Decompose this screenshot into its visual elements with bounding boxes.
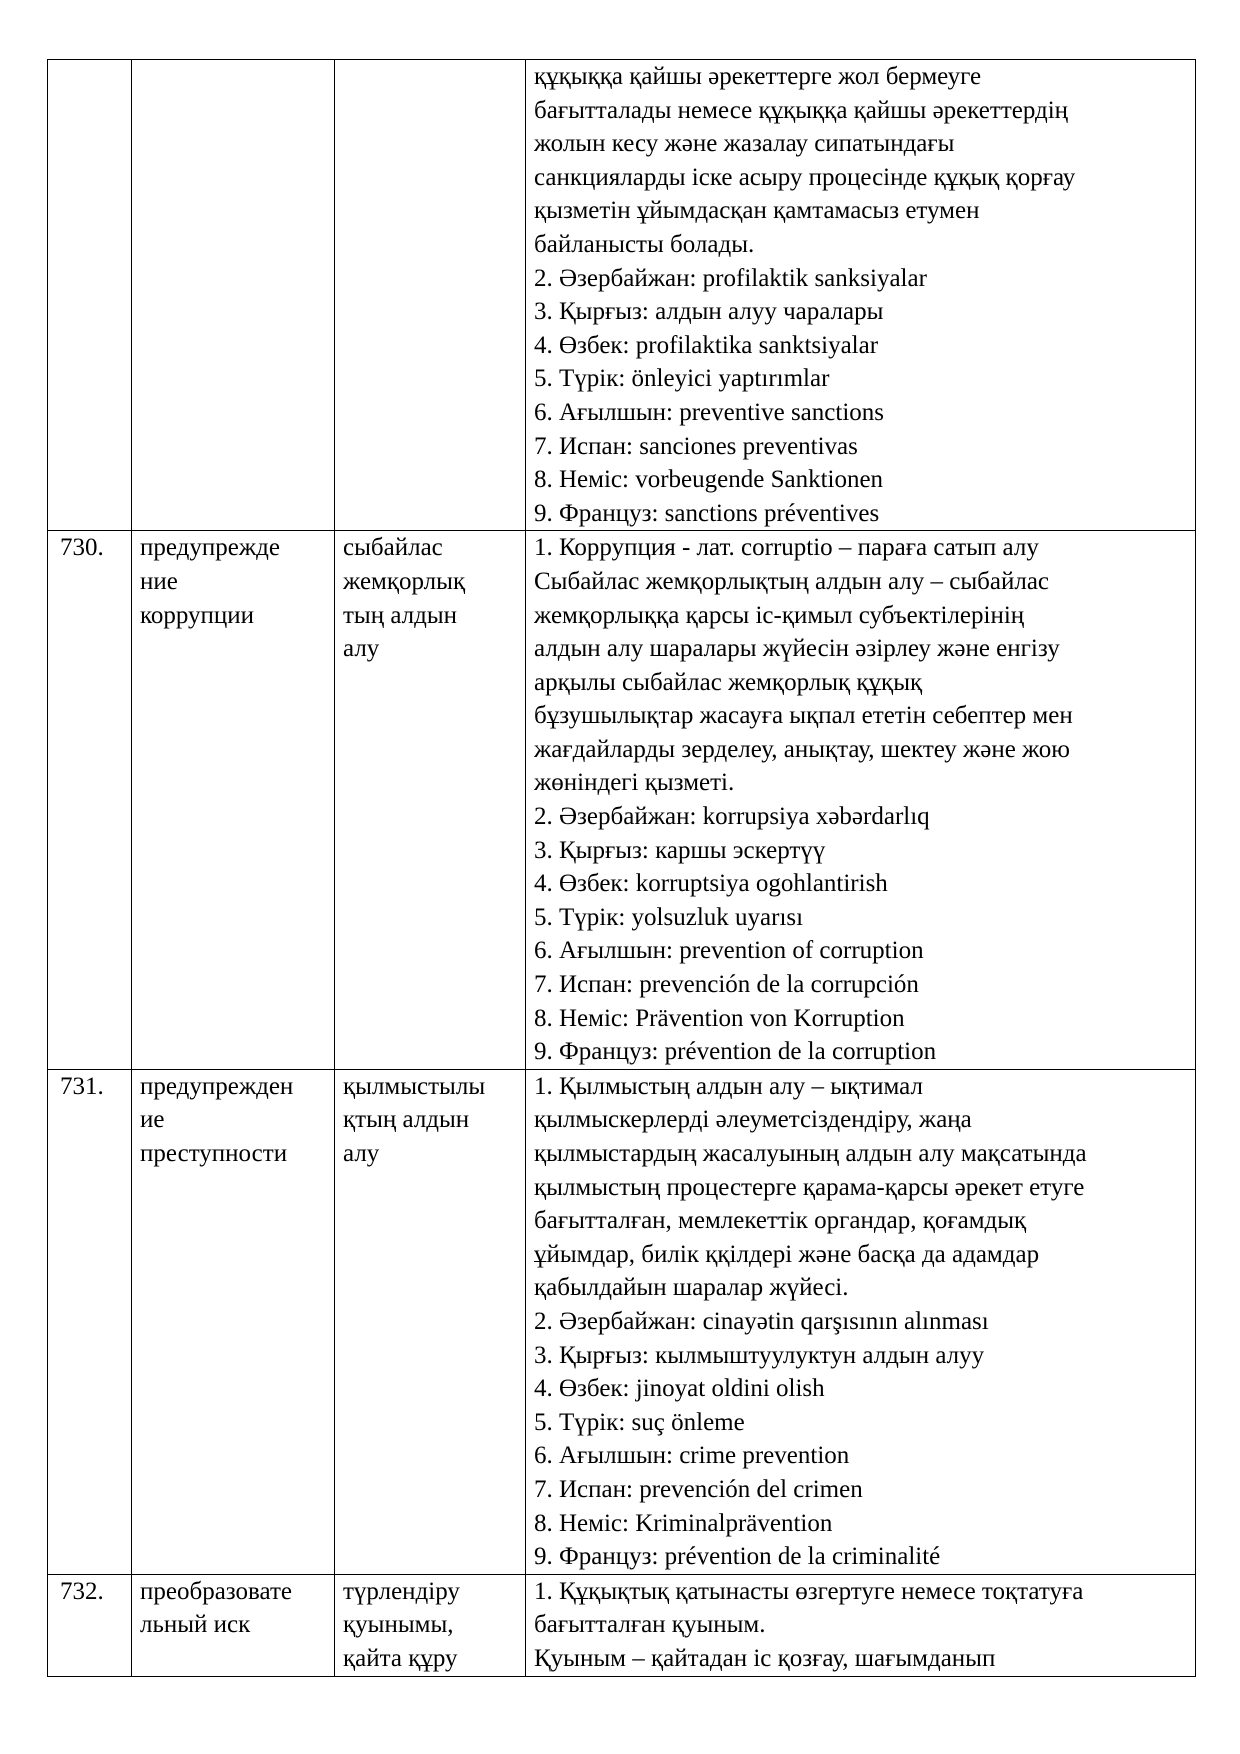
translation-line: 4. Өзбек: profilaktika sanktsiyalar — [534, 331, 879, 359]
russian-term-line: преступности — [140, 1140, 288, 1167]
definition-cell — [526, 1574, 1196, 1676]
russian-term — [132, 531, 335, 1070]
definition-line: бағытталған, мемлекеттік органдар, қоғамдық — [534, 1207, 1027, 1235]
translation-line: 6. Ағылшын: preventive sanctions — [534, 398, 884, 426]
russian-term-line: льный иск — [140, 1611, 251, 1639]
russian-term — [132, 60, 335, 531]
kazakh-term-line: қтың алдын — [343, 1106, 470, 1134]
translation-line: 6. Ағылшын: prevention of corruption — [534, 937, 924, 965]
russian-term-line: преобразовате — [140, 1577, 292, 1605]
definition-line: қылмыстардың жасалуының алдын алу мақсатында — [534, 1140, 1087, 1167]
translation-line: 4. Өзбек: korruptsiya ogohlantirish — [534, 870, 888, 898]
kazakh-term — [335, 60, 526, 531]
russian-term-line: ние — [140, 567, 178, 595]
translation-line: 2. Әзербайжан: profilaktik sanksiyalar — [534, 264, 927, 292]
entry-number — [48, 60, 132, 531]
kazakh-term-line: тың алдын — [343, 601, 458, 629]
kazakh-term-line: түрлендіру — [343, 1577, 460, 1605]
translation-line: 9. Француз: prévention de la criminalité — [534, 1543, 941, 1571]
translation-line: 9. Француз: prévention de la corruption — [534, 1038, 937, 1066]
definition-line: байланысты болады. — [534, 230, 755, 258]
translation-line: 6. Ағылшын: crime prevention — [534, 1442, 850, 1470]
definition-line: жөніндегі қызметі. — [534, 769, 735, 797]
definition-line: бағытталған қуыным. — [534, 1611, 766, 1639]
definition-cell — [526, 531, 1196, 1070]
definition-line: 1. Құқықтық қатынасты өзгертуге немесе тоқтатуға — [534, 1577, 1084, 1605]
definition-line: арқылы сыбайлас жемқорлық құқық — [534, 668, 923, 696]
entry-number: 731. — [48, 1069, 132, 1574]
definition-cell — [526, 60, 1196, 531]
translation-line: 2. Әзербайжан: korrupsiya xəbərdarlıq — [534, 803, 930, 831]
translation-line: 7. Испан: sanciones preventivas — [534, 432, 858, 460]
definition-line: 1. Коррупция - лат. corruptio – параға сатып алу — [534, 534, 1039, 562]
table-row — [48, 531, 1196, 1070]
translation-line: 3. Қырғыз: алдын алуу чаралары — [534, 298, 884, 326]
kazakh-term-line: қуынымы, — [343, 1611, 454, 1639]
entry-number: 732. — [48, 1574, 132, 1676]
translation-line: 5. Түрік: suç önleme — [534, 1408, 745, 1436]
russian-term-line: предупрежде — [140, 534, 280, 562]
definition-line: қызметін ұйымдасқан қамтамасыз етумен — [534, 197, 980, 225]
kazakh-term-line: жемқорлық — [343, 567, 466, 595]
definition-line: санкцияларды іске асыру процесінде құқық қорғау — [534, 163, 1076, 191]
russian-term-line: предупрежден — [140, 1072, 294, 1100]
definition-line: қылмыскерлерді әлеуметсіздендіру, жаңа — [534, 1106, 972, 1134]
dictionary-body — [48, 60, 1196, 1677]
definition-line: қабылдайын шаралар жүйесі. — [534, 1274, 849, 1302]
translation-line: 8. Неміс: Prävention von Korruption — [534, 1004, 905, 1032]
translation-line: 5. Түрік: yolsuzluk uyarısı — [534, 903, 804, 931]
kazakh-term — [335, 531, 526, 1070]
kazakh-term-line: сыбайлас — [343, 534, 443, 562]
translation-line: 7. Испан: prevención del crimen — [534, 1475, 863, 1503]
definition-line: алдын алу шаралары жүйесін әзірлеу және енгізу — [534, 635, 1060, 663]
kazakh-term-line: алу — [343, 1140, 380, 1167]
translation-line: 8. Неміс: vorbeugende Sanktionen — [534, 466, 884, 494]
kazakh-term-line: алу — [343, 635, 380, 663]
kazakh-term-line: қайта құру — [343, 1644, 458, 1672]
definition-line: ұйымдар, билік ққілдері және басқа да адамдар — [534, 1240, 1040, 1268]
definition-line: жағдайларды зерделеу, анықтау, шектеу және жою — [534, 735, 1070, 763]
definition-cell — [526, 1069, 1196, 1574]
definition-line: бұзушылықтар жасауға ықпал ететін себептер мен — [534, 702, 1073, 730]
russian-term — [132, 1069, 335, 1574]
russian-term — [132, 1574, 335, 1676]
kazakh-term — [335, 1574, 526, 1676]
table-row — [48, 1574, 1196, 1676]
dictionary-table — [47, 59, 1196, 1677]
translation-line: 3. Қырғыз: кылмыштуулуктун алдын алуу — [534, 1341, 985, 1369]
definition-line: қылмыстың процестерге қарама-қарсы әрекет етуге — [534, 1173, 1085, 1201]
russian-term-line: ие — [140, 1106, 165, 1134]
definition-line: Қуыным – қайтадан іс қозғау, шағымданып — [534, 1644, 996, 1672]
definition-line: Сыбайлас жемқорлықтың алдын алу – сыбайлас — [534, 567, 1050, 595]
translation-line: 5. Түрік: önleyici yaptırımlar — [534, 365, 830, 393]
entry-number: 730. — [48, 531, 132, 1070]
kazakh-term — [335, 1069, 526, 1574]
translation-line: 9. Француз: sanctions préventives — [534, 499, 880, 527]
definition-line: бағытталады немесе құқыққа қайшы әрекеттердің — [534, 96, 1069, 124]
definition-line: құқыққа қайшы әрекеттерге жол бермеуге — [534, 63, 982, 90]
translation-line: 8. Неміс: Kriminalprävention — [534, 1509, 833, 1537]
table-row — [48, 60, 1196, 531]
kazakh-term-line: қылмыстылы — [343, 1072, 486, 1100]
translation-line: 3. Қырғыз: каршы эскертүү — [534, 836, 826, 864]
definition-line: жемқорлыққа қарсы іс-қимыл субъектілерінің — [534, 601, 1025, 629]
definition-line: жолын кесу және жазалау сипатындағы — [534, 130, 955, 158]
table-row — [48, 1069, 1196, 1574]
definition-line: 1. Қылмыстың алдын алу – ықтимал — [534, 1072, 923, 1100]
translation-line: 4. Өзбек: jinoyat oldini olish — [534, 1375, 825, 1403]
translation-line: 7. Испан: prevención de la corrupción — [534, 971, 919, 999]
russian-term-line: коррупции — [140, 601, 255, 629]
translation-line: 2. Әзербайжан: cinayətin qarşısının alınması — [534, 1307, 989, 1335]
